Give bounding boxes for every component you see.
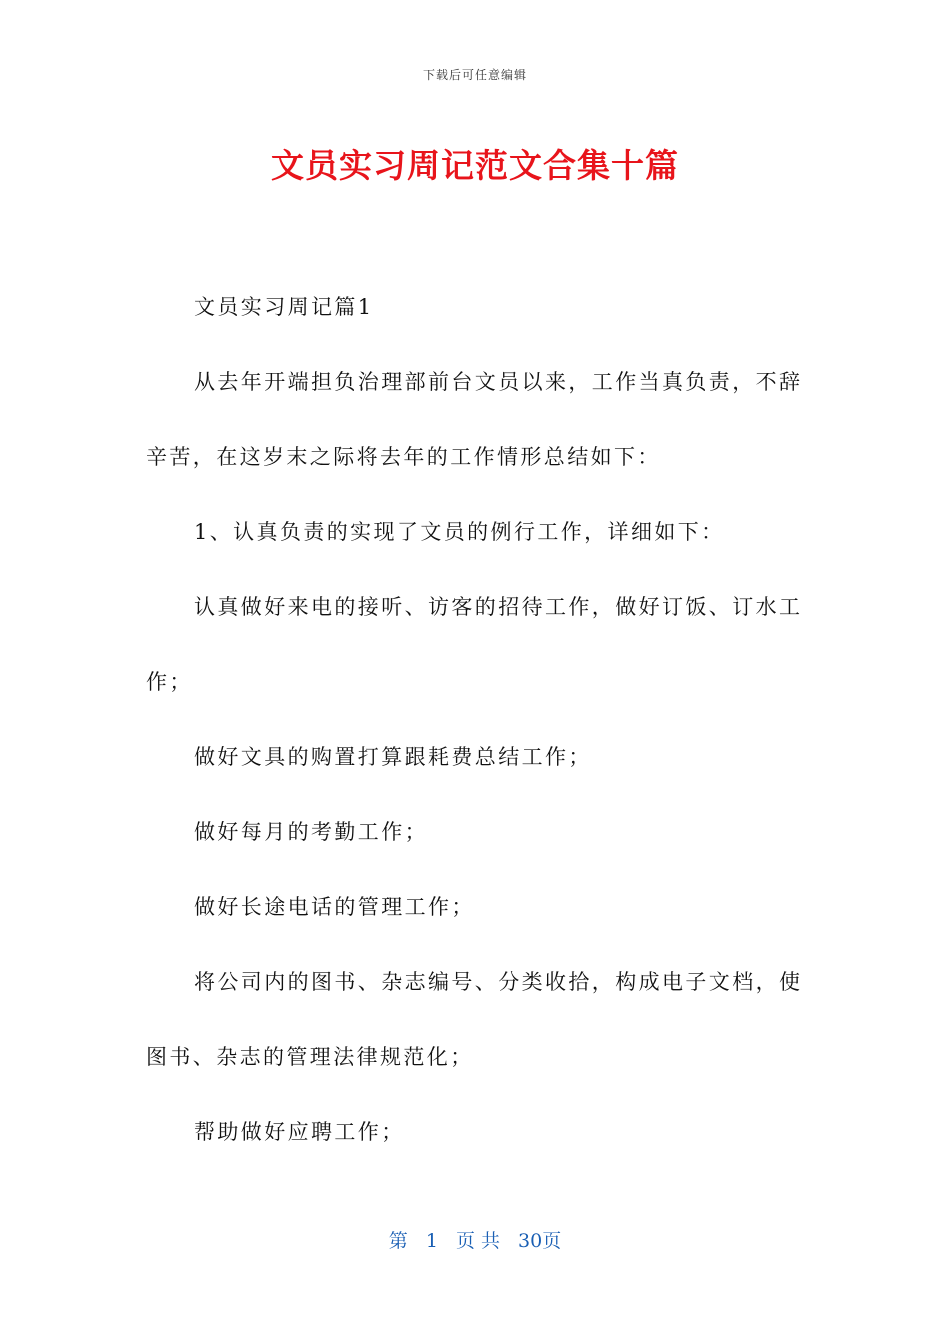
document-title: 文员实习周记范文合集十篇 [271,146,679,185]
total-pages: 30页 [518,1230,562,1252]
paragraph: 1、认真负责的实现了文员的例行工作，详细如下： [194,520,725,544]
footer-prefix: 第 [388,1230,408,1252]
footer-middle: 页 共 [455,1230,500,1252]
current-page-number: 1 [425,1230,438,1252]
paragraph: 做好长途电话的管理工作； [194,895,475,919]
paragraph: 做好每月的考勤工作； [194,820,428,844]
paragraph: 认真做好来电的接听、访客的招待工作，做好订饭、订水工作； [146,595,803,694]
paragraph: 将公司内的图书、杂志编号、分类收拾，构成电子文档，使图书、杂志的管理法律规范化； [146,970,803,1069]
paragraph: 做好文具的购置打算跟耗费总结工作； [194,745,592,769]
paragraph: 从去年开端担负治理部前台文员以来，工作当真负责，不辞辛苦，在这岁末之际将去年的工作情形总结如下： [146,370,803,469]
page-footer [0,1226,950,1253]
section-heading: 文员实习周记篇1 [194,295,374,319]
paragraph: 帮助做好应聘工作； [194,1120,405,1144]
document-body [146,270,806,1170]
header-note: 下载后可任意编辑 [422,68,527,82]
